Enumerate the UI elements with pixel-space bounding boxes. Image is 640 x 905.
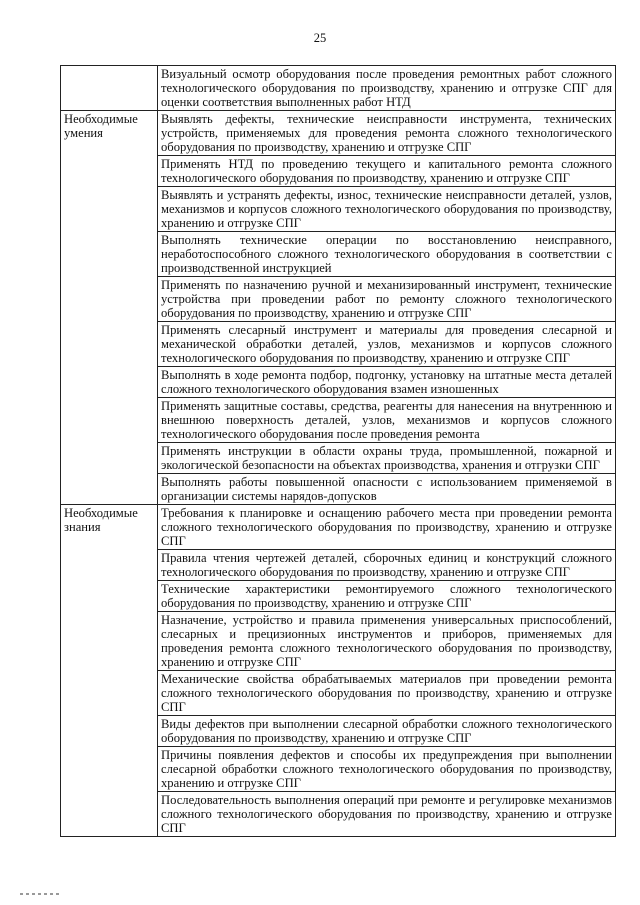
table-cell: Последовательность выполнения операций при ремонте и регулировке механизмов сложного технологического оборудования по производству, хранению и отгрузке СПГ [158,792,616,837]
table-cell: Требования к планировке и оснащению рабочего места при проведении ремонта сложного технологического оборудования по производству, хранению и отгрузке СПГ [158,505,616,550]
table-cell: Причины появления дефектов и способы их предупреждения при выполнении слесарной обработки сложного технологического оборудования по производству, хранению и отгрузке СПГ [158,747,616,792]
competency-table-body [61,66,616,837]
table-cell: Выявлять и устранять дефекты, износ, технические неисправности деталей, узлов, механизмов и корпусов сложного технологического оборудования по производству, хранению и отгрузке СПГ [158,187,616,232]
scan-artifact [20,893,60,895]
section-label: Необходимые умения [61,111,158,505]
table-cell: Выполнять технические операции по восстановлению неисправного, неработоспособного сложного технологического оборудования в соответствии с производственной инструкцией [158,232,616,277]
table-cell: Виды дефектов при выполнении слесарной обработки сложного технологического оборудования по производству, хранению и отгрузке СПГ [158,716,616,747]
table-cell: Выполнять работы повышенной опасности с использованием применяемой в организации системы нарядов-допусков [158,474,616,505]
table-cell: Применять по назначению ручной и механизированный инструмент, технические устройства при проведении работ по ремонту сложного технологического оборудования по производству, хранению и отгрузке СПГ [158,277,616,322]
table-cell: Применять НТД по проведению текущего и капитального ремонта сложного технологического оборудования по производству, хранению и отгрузке СПГ [158,156,616,187]
competency-table [60,65,616,837]
table-cell: Выявлять дефекты, технические неисправности инструмента, технических устройств, применяемых для проведения ремонта сложного технологического оборудования по производству, хранению и отгрузке СПГ [158,111,616,156]
table-cell: Правила чтения чертежей деталей, сборочных единиц и конструкций сложного технологического оборудования по производству, хранению и отгрузке СПГ [158,550,616,581]
section-label: Необходимые знания [61,505,158,837]
table-row [61,505,616,550]
table-cell: Выполнять в ходе ремонта подбор, подгонку, установку на штатные места деталей сложного технологического оборудования взамен изношенных [158,367,616,398]
section-label [61,66,158,111]
table-row [61,66,616,111]
table-cell: Визуальный осмотр оборудования после проведения ремонтных работ сложного технологического оборудования по производству, хранению и отгрузке СПГ для оценки соответствия выполненных работ НТД [158,66,616,111]
table-cell: Механические свойства обрабатываемых материалов при проведении ремонта сложного технологического оборудования по производству, хранению и отгрузке СПГ [158,671,616,716]
table-row [61,111,616,156]
table-cell: Технические характеристики ремонтируемого сложного технологического оборудования по производству, хранению и отгрузке СПГ [158,581,616,612]
table-cell: Назначение, устройство и правила применения универсальных приспособлений, слесарных и прецизионных инструментов и приборов, применяемых для проведения ремонта сложного технологического оборудования по производству, хранению и отгрузке СПГ [158,612,616,671]
table-cell: Применять инструкции в области охраны труда, промышленной, пожарной и экологической безопасности на объектах производства, хранения и отгрузки СПГ [158,443,616,474]
table-cell: Применять слесарный инструмент и материалы для проведения слесарной и механической обработки деталей, узлов, механизмов и корпусов сложного технологического оборудования по производству, хранению и отгрузке СПГ [158,322,616,367]
page-number: 25 [313,31,327,45]
table-cell: Применять защитные составы, средства, реагенты для нанесения на внутреннюю и внешнюю поверхность деталей, узлов, механизмов и корпусов сложного технологического оборудования после проведения ремонта [158,398,616,443]
